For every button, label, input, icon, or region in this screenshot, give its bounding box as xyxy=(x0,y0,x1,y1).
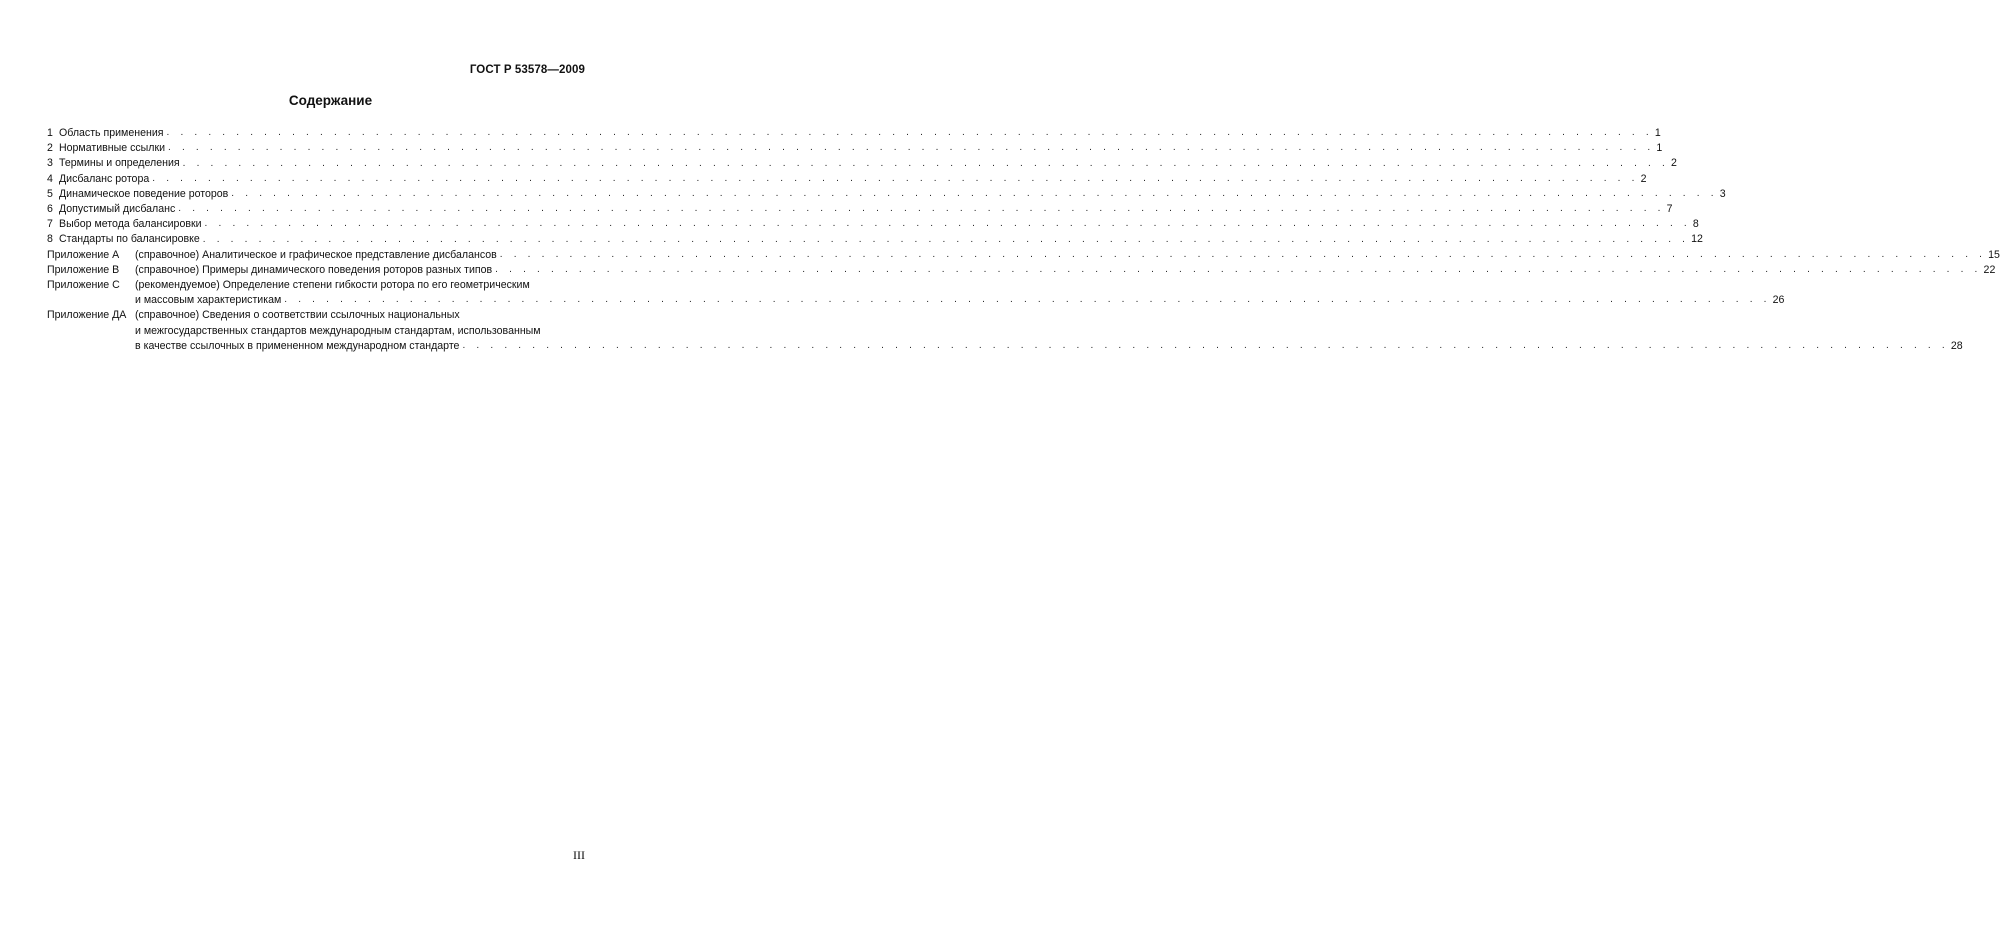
toc-entry[interactable] xyxy=(47,232,1703,247)
toc-entry-number: 6 xyxy=(47,203,53,216)
document-code: ГОСТ Р 53578—2009 xyxy=(469,64,585,76)
toc-leader-dots xyxy=(284,295,1770,305)
appendix-label: Приложение С xyxy=(47,279,120,292)
toc-entry-page: 1 xyxy=(1656,142,1663,155)
toc-leader-dots xyxy=(178,204,1664,214)
toc-leader-dots xyxy=(166,128,1652,138)
toc-appendix-entry[interactable] xyxy=(47,263,1996,278)
toc-entry-number: 1 xyxy=(47,127,53,139)
toc-entry-title: Термины и определения xyxy=(59,157,180,170)
toc-entry-number: 5 xyxy=(47,187,53,200)
toc-entry-number: 3 xyxy=(47,157,53,170)
appendix-label: Приложение В xyxy=(47,263,120,276)
toc-entry[interactable] xyxy=(47,126,1661,141)
toc-entry-title: Дисбаланс ротора xyxy=(59,172,150,185)
appendix-title-line: в качестве ссылочных в примененном международном стандарте xyxy=(135,339,460,352)
toc-entry-page: 2 xyxy=(1640,172,1647,185)
toc-leader-dots xyxy=(462,341,1948,351)
toc-entry-title: Динамическое поведение роторов xyxy=(59,187,229,200)
toc-appendix-entry[interactable] xyxy=(47,248,2000,263)
toc-entry[interactable] xyxy=(47,202,1673,217)
table-of-contents xyxy=(47,126,2000,354)
toc-leader-dots xyxy=(152,174,1638,184)
page-number: III xyxy=(573,848,585,862)
appendix-label: Приложение ДА xyxy=(47,309,127,322)
toc-leader-dots xyxy=(500,250,1986,260)
toc-appendix-entry[interactable] xyxy=(47,278,1785,308)
appendix-page: 28 xyxy=(1950,339,1963,352)
toc-leader-dots xyxy=(203,235,1689,245)
toc-entry-title: Область применения xyxy=(59,127,164,139)
appendix-title-line: и межгосударственных стандартов международным стандартам, использованным xyxy=(135,324,541,337)
toc-entry-page: 1 xyxy=(1654,127,1661,139)
toc-entry-title: Нормативные ссылки xyxy=(59,142,166,155)
toc-entry-title: Выбор метода балансировки xyxy=(59,218,202,231)
toc-entry-page: 2 xyxy=(1671,157,1677,170)
toc-entry[interactable] xyxy=(47,141,1663,156)
toc-entry-page: 8 xyxy=(1692,218,1699,231)
toc-title: Содержание xyxy=(288,93,373,108)
appendix-title-line: (справочное) Примеры динамического поведения роторов разных типов xyxy=(135,263,493,276)
toc-entry-number: 4 xyxy=(47,172,53,185)
toc-leader-dots xyxy=(168,143,1654,153)
toc-entry[interactable] xyxy=(47,217,1699,232)
toc-appendix-entry[interactable] xyxy=(47,308,1963,354)
toc-entry[interactable] xyxy=(47,172,1647,187)
toc-entry[interactable] xyxy=(47,187,1726,202)
appendix-label: Приложение А xyxy=(47,248,120,261)
appendix-title-line: (справочное) Сведения о соответствии ссылочных национальных xyxy=(135,309,460,322)
appendix-page: 15 xyxy=(1988,248,2000,261)
appendix-title-line: (рекомендуемое) Определение степени гибкости ротора по его геометрическим xyxy=(135,279,530,292)
toc-entry-page: 12 xyxy=(1691,233,1703,246)
appendix-title-line: и массовым характеристикам xyxy=(135,294,282,307)
toc-leader-dots xyxy=(495,265,1981,275)
toc-entry-number: 2 xyxy=(47,142,53,155)
toc-leader-dots xyxy=(205,219,1691,229)
toc-entry-number: 7 xyxy=(47,218,53,231)
toc-entry-title: Допустимый дисбаланс xyxy=(59,203,176,216)
appendix-title-line: (справочное) Аналитическое и графическое представление дисбалансов xyxy=(135,248,497,261)
toc-entry-number: 8 xyxy=(47,233,53,246)
toc-entry-title: Стандарты по балансировке xyxy=(59,233,200,246)
toc-entry-page: 7 xyxy=(1666,203,1673,216)
appendix-page: 22 xyxy=(1983,263,1996,276)
toc-entry[interactable] xyxy=(47,156,1677,171)
toc-leader-dots xyxy=(231,189,1717,199)
appendix-page: 26 xyxy=(1772,294,1785,307)
toc-leader-dots xyxy=(183,159,1669,169)
toc-entry-page: 3 xyxy=(1719,187,1726,200)
